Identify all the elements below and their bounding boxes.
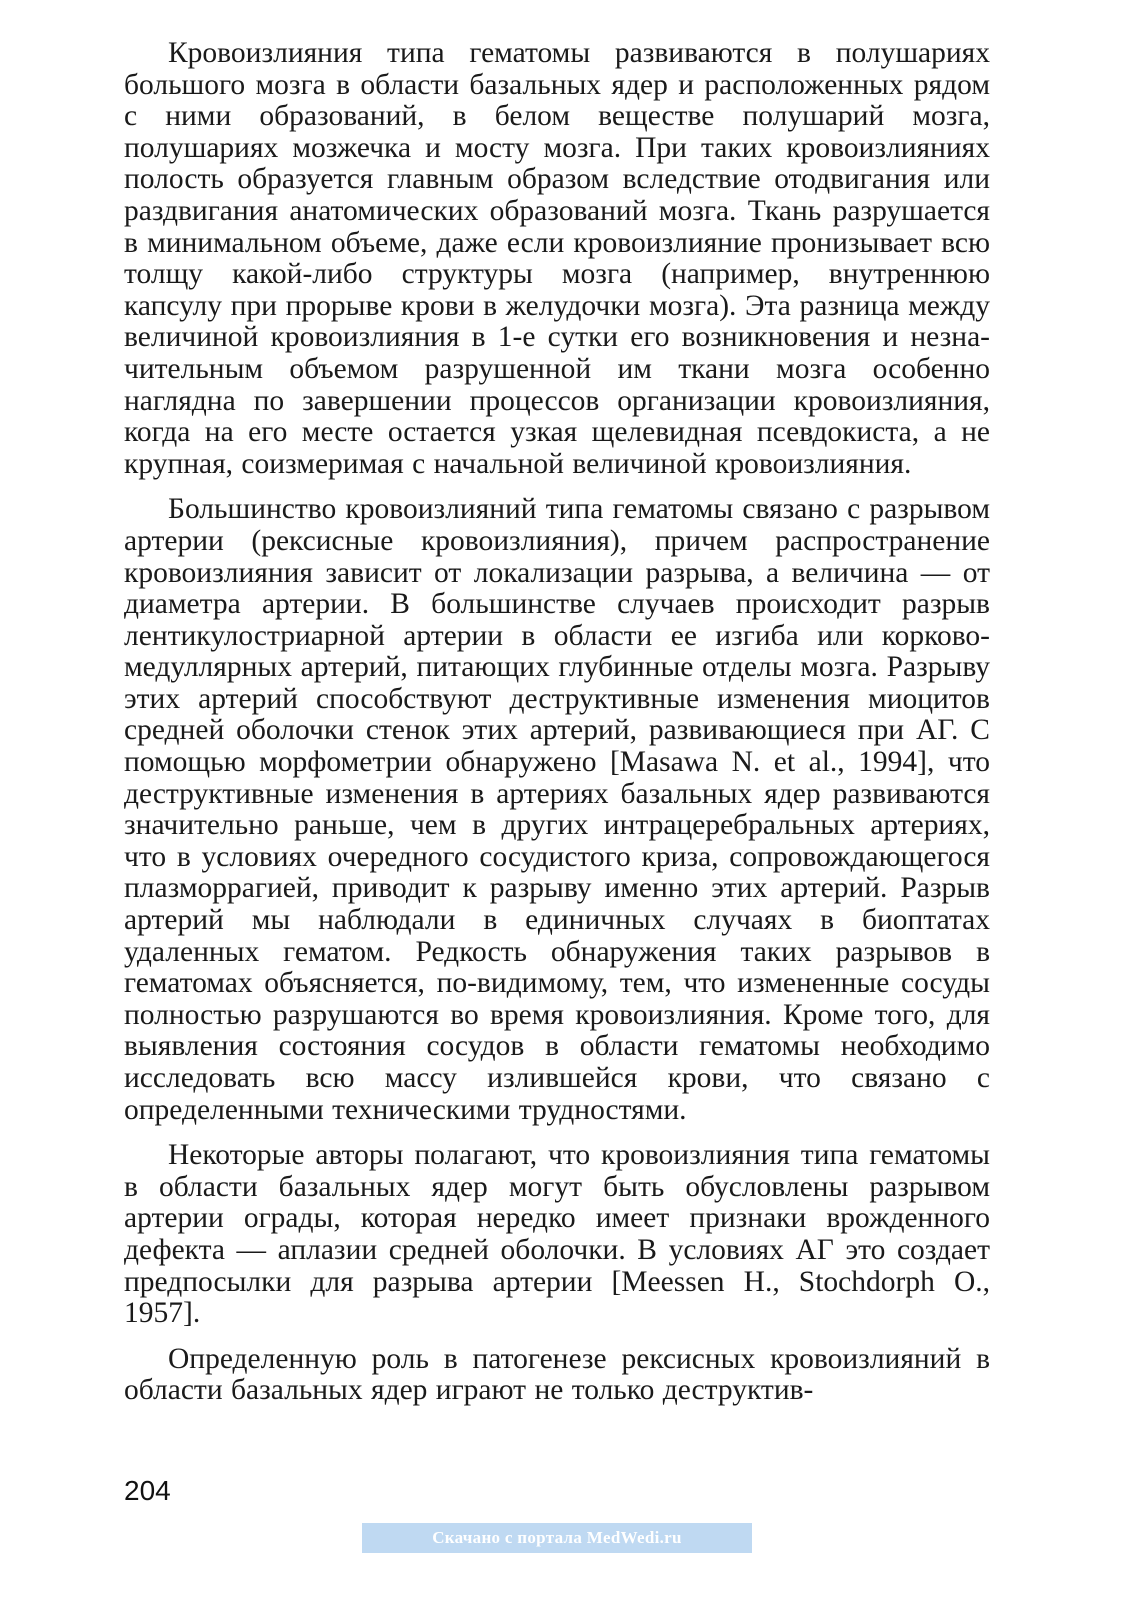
paragraph-pathogenesis: Определенную роль в патогенезе рексисных кровоизлияний в области базальных ядер играют не только деструктив- [124,1342,990,1407]
page-number: 204 [124,1475,171,1506]
paragraph-artery-rupture: Большинство кровоизлияний типа гематомы связано с разрывом артерии (рексисные кровоизлияния), причем распространение кровоизлияния зависит от локализации разрыва, а величина — от диаметра артерии. В большинстве случаев происходит разрыв лентикулостриарной артерии в области ее изгиба или корково-медуллярных артерий, питающих глубинные отделы мозга. Разрыву этих артерий способствуют деструктивные изменения миоцитов средней оболочки стенок этих артерий, развивающиеся при АГ. С помощью морфометрии обнаружено [Masawa N. et al., 1994], что деструктивные изменения в артериях базальных ядер развиваются значительно раньше, чем в других интрацеребральных артериях, что в условиях очередного сосудистого криза, сопровождающегося плазморрагией, приводит к разрыву именно этих артерий. Разрыв артерий мы наблюдали в единичных случаях в биоптатах удаленных гематом. Редкость обнаружения таких разрывов в гематомах объясняется, по-видимому, тем, что измененные сосуды полностью разрушаются во время кровоизлияния. Кроме того, для выявления состояния сосудов в области гематомы необходимо исследовать всю массу излившейся крови, что связано с определенными техническими трудностями. [124,493,990,1126]
document-page [124,38,990,1421]
paragraph-claustrum-artery: Некоторые авторы полагают, что кровоизлияния типа гематомы в области базальных ядер могут быть обусловлены разрывом артерии ограды, которая нередко имеет признаки врожденного дефекта — аплазии средней оболочки. В условиях АГ это создает предпосылки для разрыва артерии [Meessen H., Stochdorph O., 1957]. [124,1139,990,1330]
paragraph-hematoma-location: Кровоизлияния типа гематомы развиваются в полушариях большого мозга в области базальных ядер и расположенных рядом с ними образований, в белом веществе полушарий мозга, полушариях мозжечка и мосту мозга. При таких кровоизлияниях полость образуется главным образом вследствие отодвигания или раздвигания анатомических образований мозга. Ткань разрушается в минимальном объеме, даже если кровоизлияние пронизывает всю толщу какой-либо структуры мозга (например, внутреннюю капсулу при прорыве крови в желудочки мозга). Эта разница между величиной кровоизлияния в 1-е сутки его возникновения и незначительным объемом разрушенной им ткани мозга особенно наглядна по завершении процессов организации кровоизлияния, когда на его месте остается узкая щелевидная псевдокиста, а не крупная, соизмеримая с начальной величиной кровоизлияния. [124,37,990,480]
watermark-banner: Скачано с портала MedWedi.ru [362,1523,752,1553]
